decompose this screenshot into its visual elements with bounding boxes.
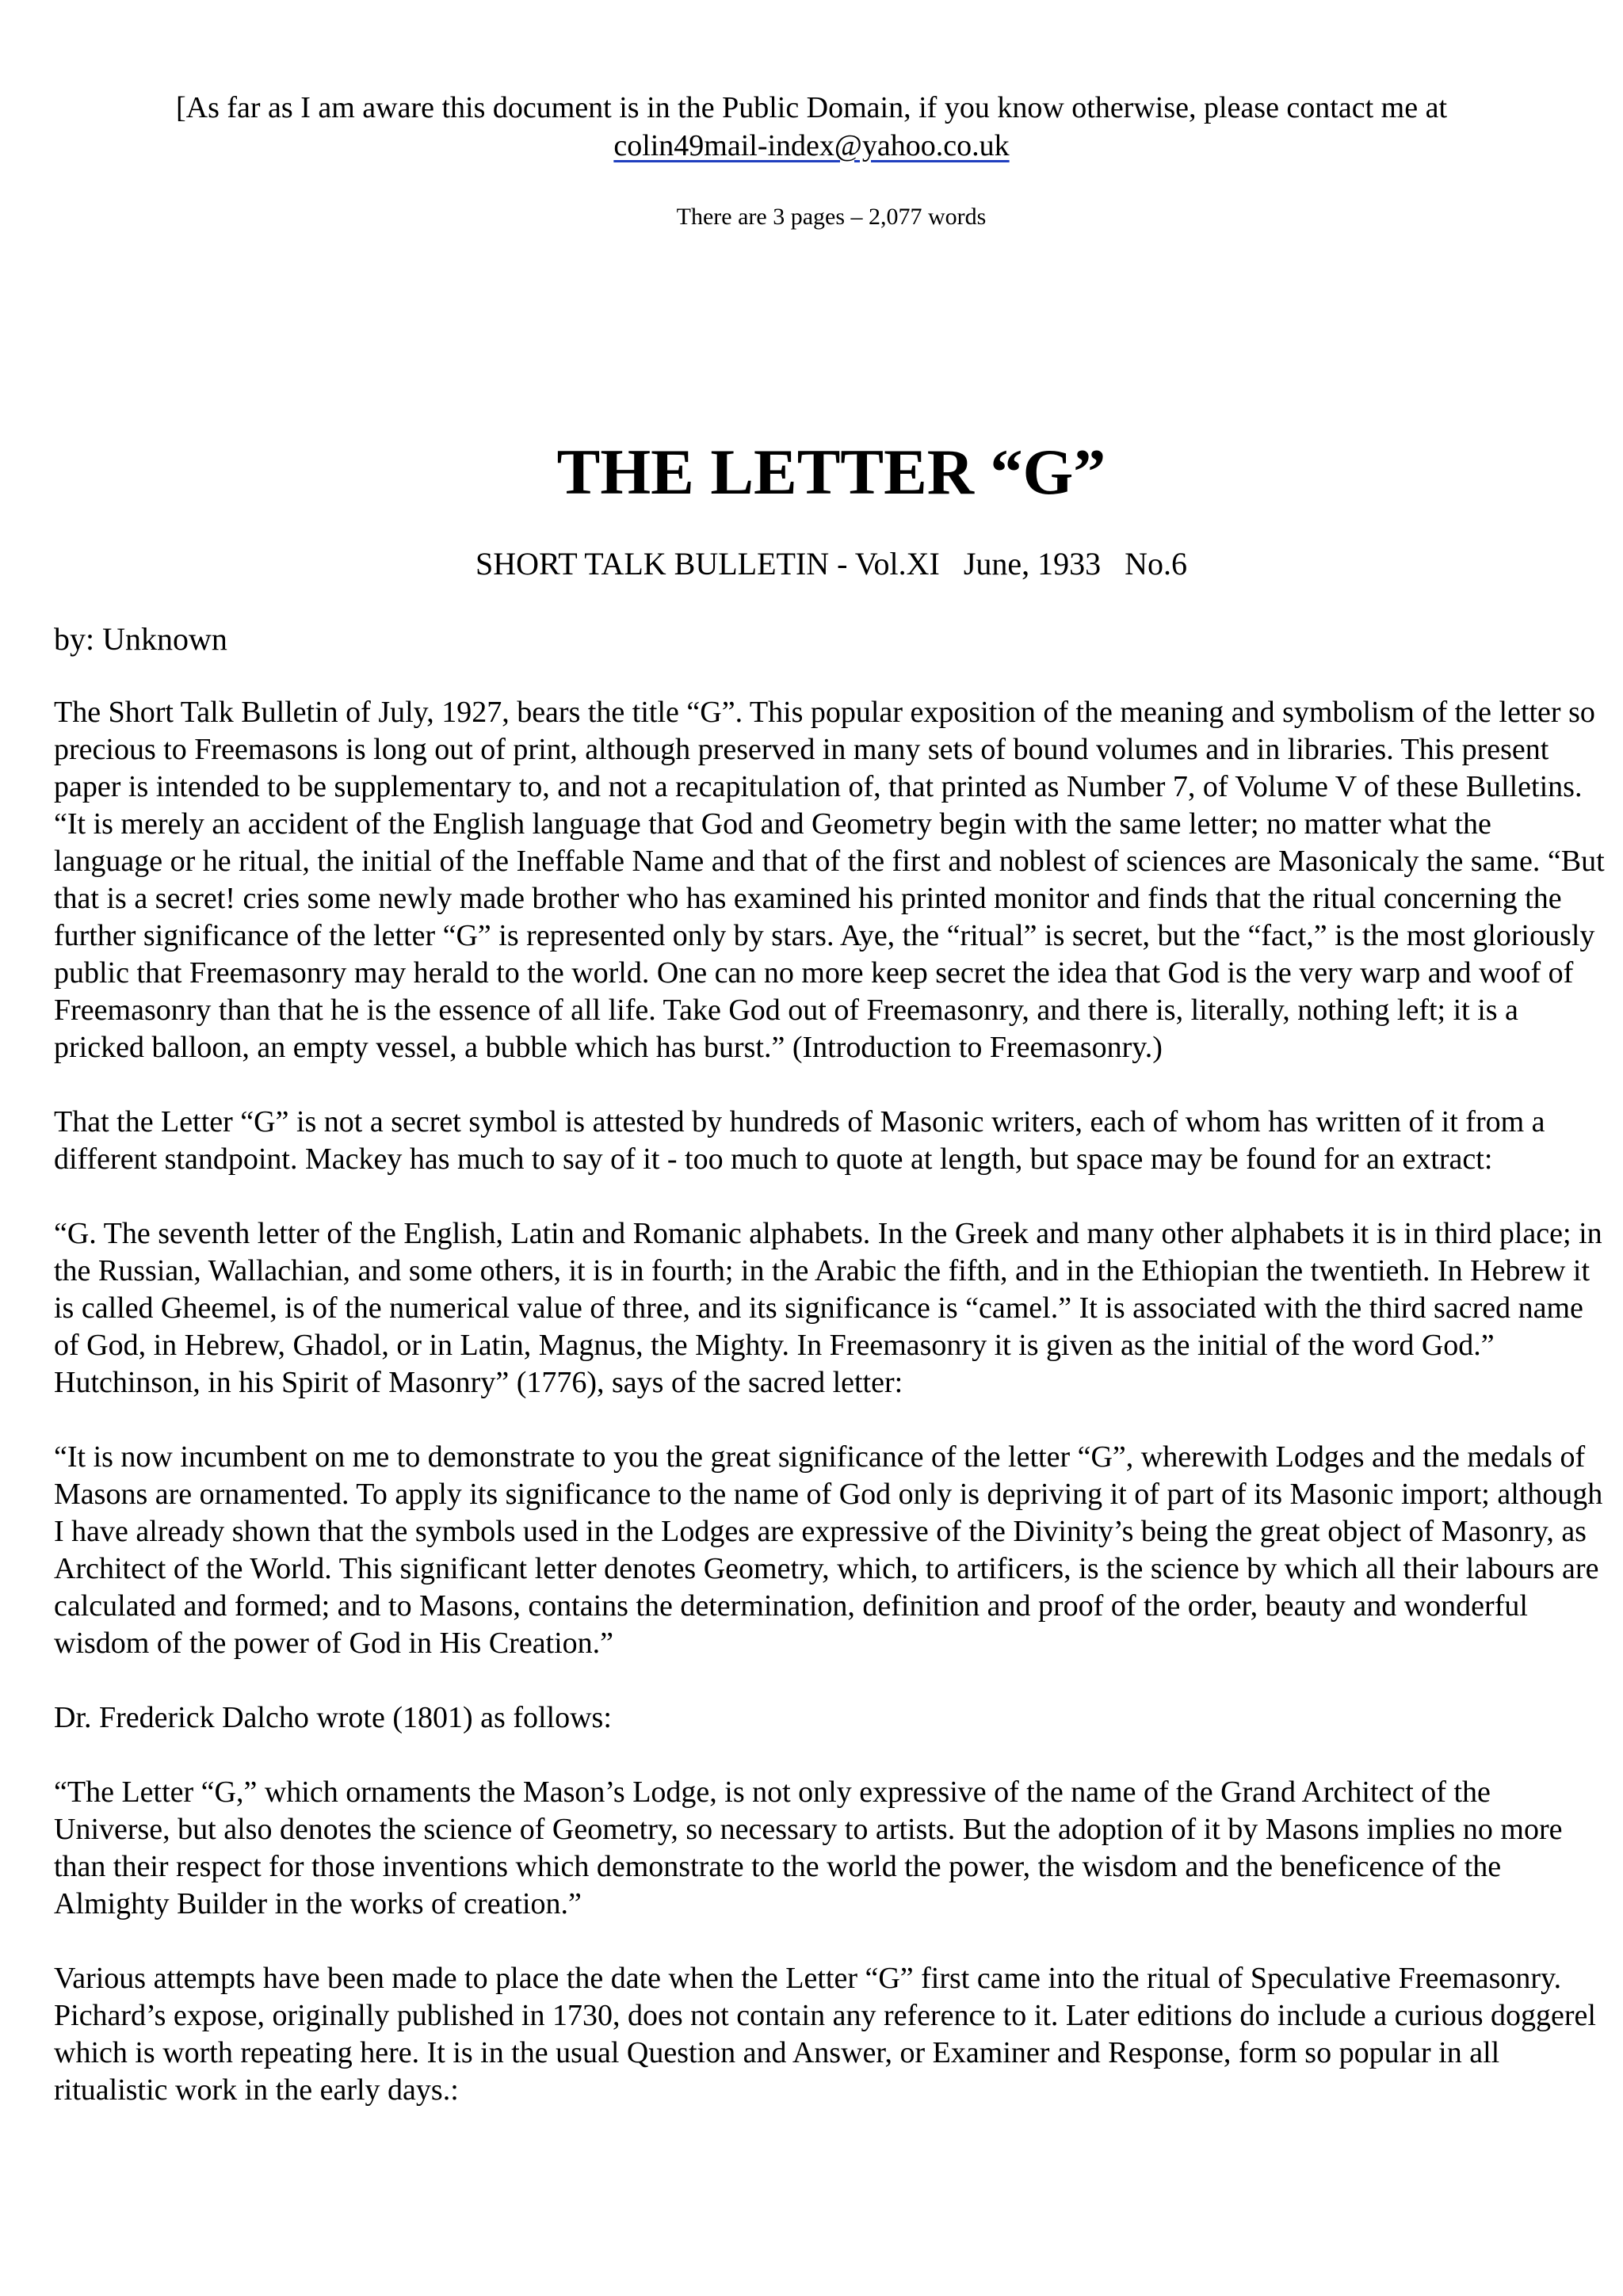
document-title: THE LETTER “G”: [556, 436, 1106, 508]
paragraph: “G. The seventh letter of the English, Latin and Romanic alphabets. In the Greek and many other alphabets it is in third place; in the Russian, Wallachian, and some others, it is in fourth; in the Arabic the fifth, and in the Ethiopian the twentieth. In Hebrew it is called Gheemel, is of the numerical value of three, and its significance is “camel.” It is associated with the third sacred name of God, in Hebrew, Ghadol, or in Latin, Magnus, the Mighty. In Freemasonry it is given as the initial of the word God.” Hutchinson, in his Spirit of Masonry” (1776), says of the sacred letter:: [54, 1217, 1602, 1399]
paragraph: Dr. Frederick Dalcho wrote (1801) as follows:: [54, 1701, 612, 1734]
page-word-count: There are 3 pages – 2,077 words: [676, 204, 987, 230]
paragraph: Various attempts have been made to place the date when the Letter “G” first came into the ritual of Speculative Freemasonry. Pichard’s expose, originally published in 1730, does not contain any reference to it. Later editions do include a curious doggerel which is worth repeating here. It is in the usual Question and Answer, or Examiner and Response, form so popular in all ritualistic work in the early days.:: [54, 1962, 1596, 2107]
contact-email-link[interactable]: colin49mail-index@yahoo.co.uk: [613, 129, 1010, 162]
paragraph: The Short Talk Bulletin of July, 1927, bears the title “G”. This popular exposition of the meaning and symbolism of the letter so precious to Freemasons is long out of print, although preserved in many sets of bound volumes and in libraries. This present paper is intended to be supplementary to, and not a recapitulation of, that printed as Number 7, of Volume V of these Bulletins. “It is merely an accident of the English language that God and Geometry begin with the same letter; no matter what the language or he ritual, the initial of the Ineffable Name and that of the first and noblest of sciences are Masonicaly the same. “But that is a secret! cries some newly made brother who has examined his printed monitor and finds that the ritual concerning the further significance of the letter “G” is represented only by stars. Aye, the “ritual” is secret, but the “fact,” is the most gloriously public that Freemasonry may herald to the world. One can no more keep secret the idea that God is the very warp and woof of Freemasonry than that he is the essence of all life. Take God out of Freemasonry, and there is, literally, nothing left; it is a pricked balloon, an empty vessel, a bubble which has burst.” (Introduction to Freemasonry.): [54, 696, 1605, 1064]
article-body: [54, 694, 1607, 2146]
bulletin-subtitle: SHORT TALK BULLETIN - Vol.XI June, 1933 No.6: [475, 546, 1188, 582]
paragraph: “It is now incumbent on me to demonstrate to you the great significance of the letter “G”, wherewith Lodges and the medals of Masons are ornamented. To apply its significance to the name of God only is depriving it of part of its Masonic import; although I have already shown that the symbols used in the Lodges are expressive of the Divinity’s being the great object of Masonry, as Architect of the World. This significant letter denotes Geometry, which, to artificers, is the science by which all their labours are calculated and formed; and to Masons, contains the determination, definition and proof of the order, beauty and wonderful wisdom of the power of God in His Creation.”: [54, 1440, 1603, 1660]
notice-text: [As far as I am aware this document is in the Public Domain, if you know otherwise, please contact me at: [176, 91, 1447, 124]
paragraph: That the Letter “G” is not a secret symbol is attested by hundreds of Masonic writers, each of whom has written of it from a different standpoint. Mackey has much to say of it - too much to quote at length, but space may be found for an extract:: [54, 1105, 1545, 1176]
author-byline: by: Unknown: [54, 621, 227, 657]
paragraph: “The Letter “G,” which ornaments the Mason’s Lodge, is not only expressive of the name of the Grand Architect of the Universe, but also denotes the science of Geometry, so necessary to artists. But the adoption of it by Masons implies no more than their respect for those inventions which demonstrate to the world the power, the wisdom and the beneficence of the Almighty Builder in the works of creation.”: [54, 1775, 1563, 1920]
copyright-notice: [0, 89, 1623, 165]
